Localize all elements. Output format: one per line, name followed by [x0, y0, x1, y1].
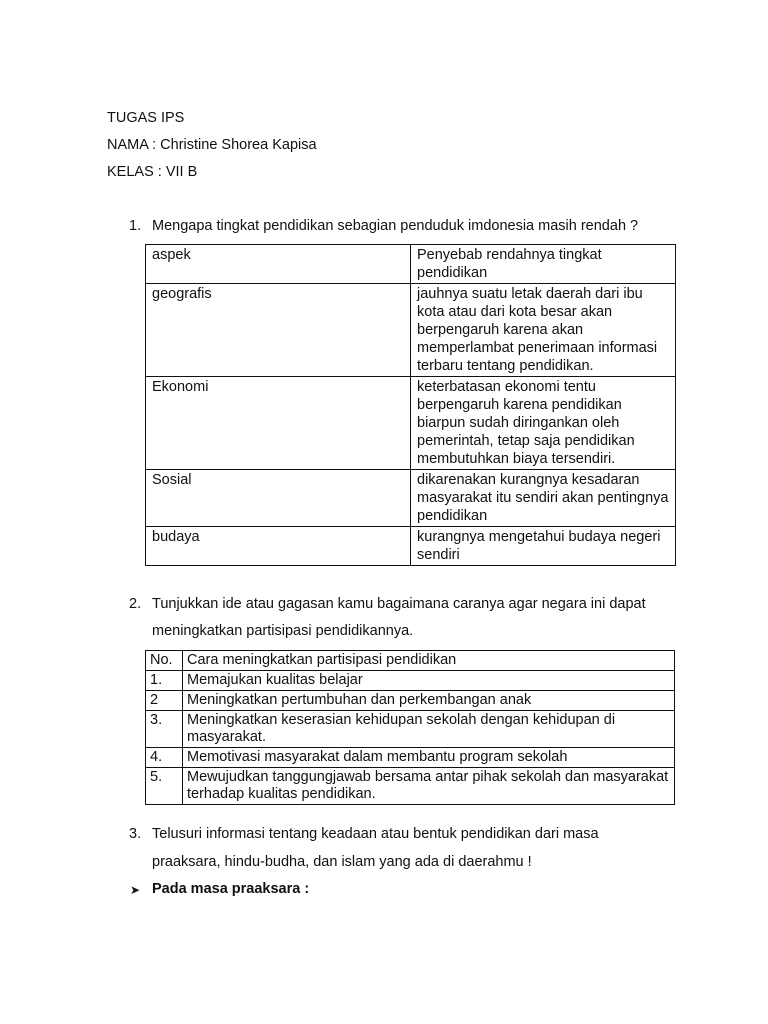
student-name: NAMA : Christine Shorea Kapisa	[107, 137, 317, 153]
table-header-cell: Penyebab rendahnya tingkat pendidikan	[411, 245, 676, 284]
table-row	[146, 245, 676, 284]
student-class: KELAS : VII B	[107, 164, 198, 180]
table-cell: jauhnya suatu letak daerah dari ibu kota atau dari kota besar akan berpengaruh karena akan memperlambat penerimaan informasi terbaru tentang pendidikan.	[411, 284, 676, 377]
q2-text-line1: Tunjukkan ide atau gagasan kamu bagaimana caranya agar negara ini dapat	[152, 596, 646, 612]
q1-table	[145, 244, 676, 566]
table-row	[146, 527, 676, 566]
table-cell: 3.	[146, 711, 183, 748]
table-cell: Memotivasi masyarakat dalam membantu program sekolah	[183, 748, 675, 768]
q2-text-line2: meningkatkan partisipasi pendidikannya.	[152, 623, 414, 639]
q1-number: 1.	[129, 218, 142, 234]
table-cell: Meningkatkan pertumbuhan dan perkembangan anak	[183, 691, 675, 711]
doc-title: TUGAS IPS	[107, 110, 185, 126]
q2-table	[145, 650, 675, 805]
q1-text: Mengapa tingkat pendidikan sebagian penduduk imdonesia masih rendah ?	[152, 218, 639, 234]
table-row	[146, 748, 675, 768]
q3-text-line2: praaksara, hindu-budha, dan islam yang ada di daerahmu !	[152, 854, 532, 870]
table-row	[146, 651, 675, 671]
table-row	[146, 284, 676, 377]
table-cell: 2	[146, 691, 183, 711]
table-header-cell: aspek	[146, 245, 411, 284]
table-header-cell: No.	[146, 651, 183, 671]
table-cell: kurangnya mengetahui budaya negeri sendiri	[411, 527, 676, 566]
table-cell: 4.	[146, 748, 183, 768]
q3-text-line1: Telusuri informasi tentang keadaan atau bentuk pendidikan dari masa	[152, 826, 599, 842]
q3-bullet-heading: Pada masa praaksara :	[152, 881, 310, 897]
table-row	[146, 768, 675, 805]
table-cell: budaya	[146, 527, 411, 566]
table-cell: geografis	[146, 284, 411, 377]
table-header-cell: Cara meningkatkan partisipasi pendidikan	[183, 651, 675, 671]
table-row	[146, 711, 675, 748]
arrow-bullet-icon: ➤	[130, 883, 141, 897]
table-cell: Sosial	[146, 470, 411, 527]
table-row	[146, 377, 676, 470]
table-cell: Ekonomi	[146, 377, 411, 470]
table-cell: 5.	[146, 768, 183, 805]
table-row	[146, 470, 676, 527]
table-row	[146, 691, 675, 711]
table-cell: dikarenakan kurangnya kesadaran masyarakat itu sendiri akan pentingnya pendidikan	[411, 470, 676, 527]
table-row	[146, 671, 675, 691]
table-cell: Meningkatkan keserasian kehidupan sekolah dengan kehidupan di masyarakat.	[183, 711, 675, 748]
q2-number: 2.	[129, 596, 142, 612]
table-cell: Memajukan kualitas belajar	[183, 671, 675, 691]
q3-number: 3.	[129, 826, 142, 842]
table-cell: Mewujudkan tanggungjawab bersama antar pihak sekolah dan masyarakat terhadap kualitas pendidikan.	[183, 768, 675, 805]
table-cell: 1.	[146, 671, 183, 691]
table-cell: keterbatasan ekonomi tentu berpengaruh karena pendidikan biarpun sudah diringankan oleh pemerintah, tetap saja pendidikan membutuhkan biaya tersendiri.	[411, 377, 676, 470]
